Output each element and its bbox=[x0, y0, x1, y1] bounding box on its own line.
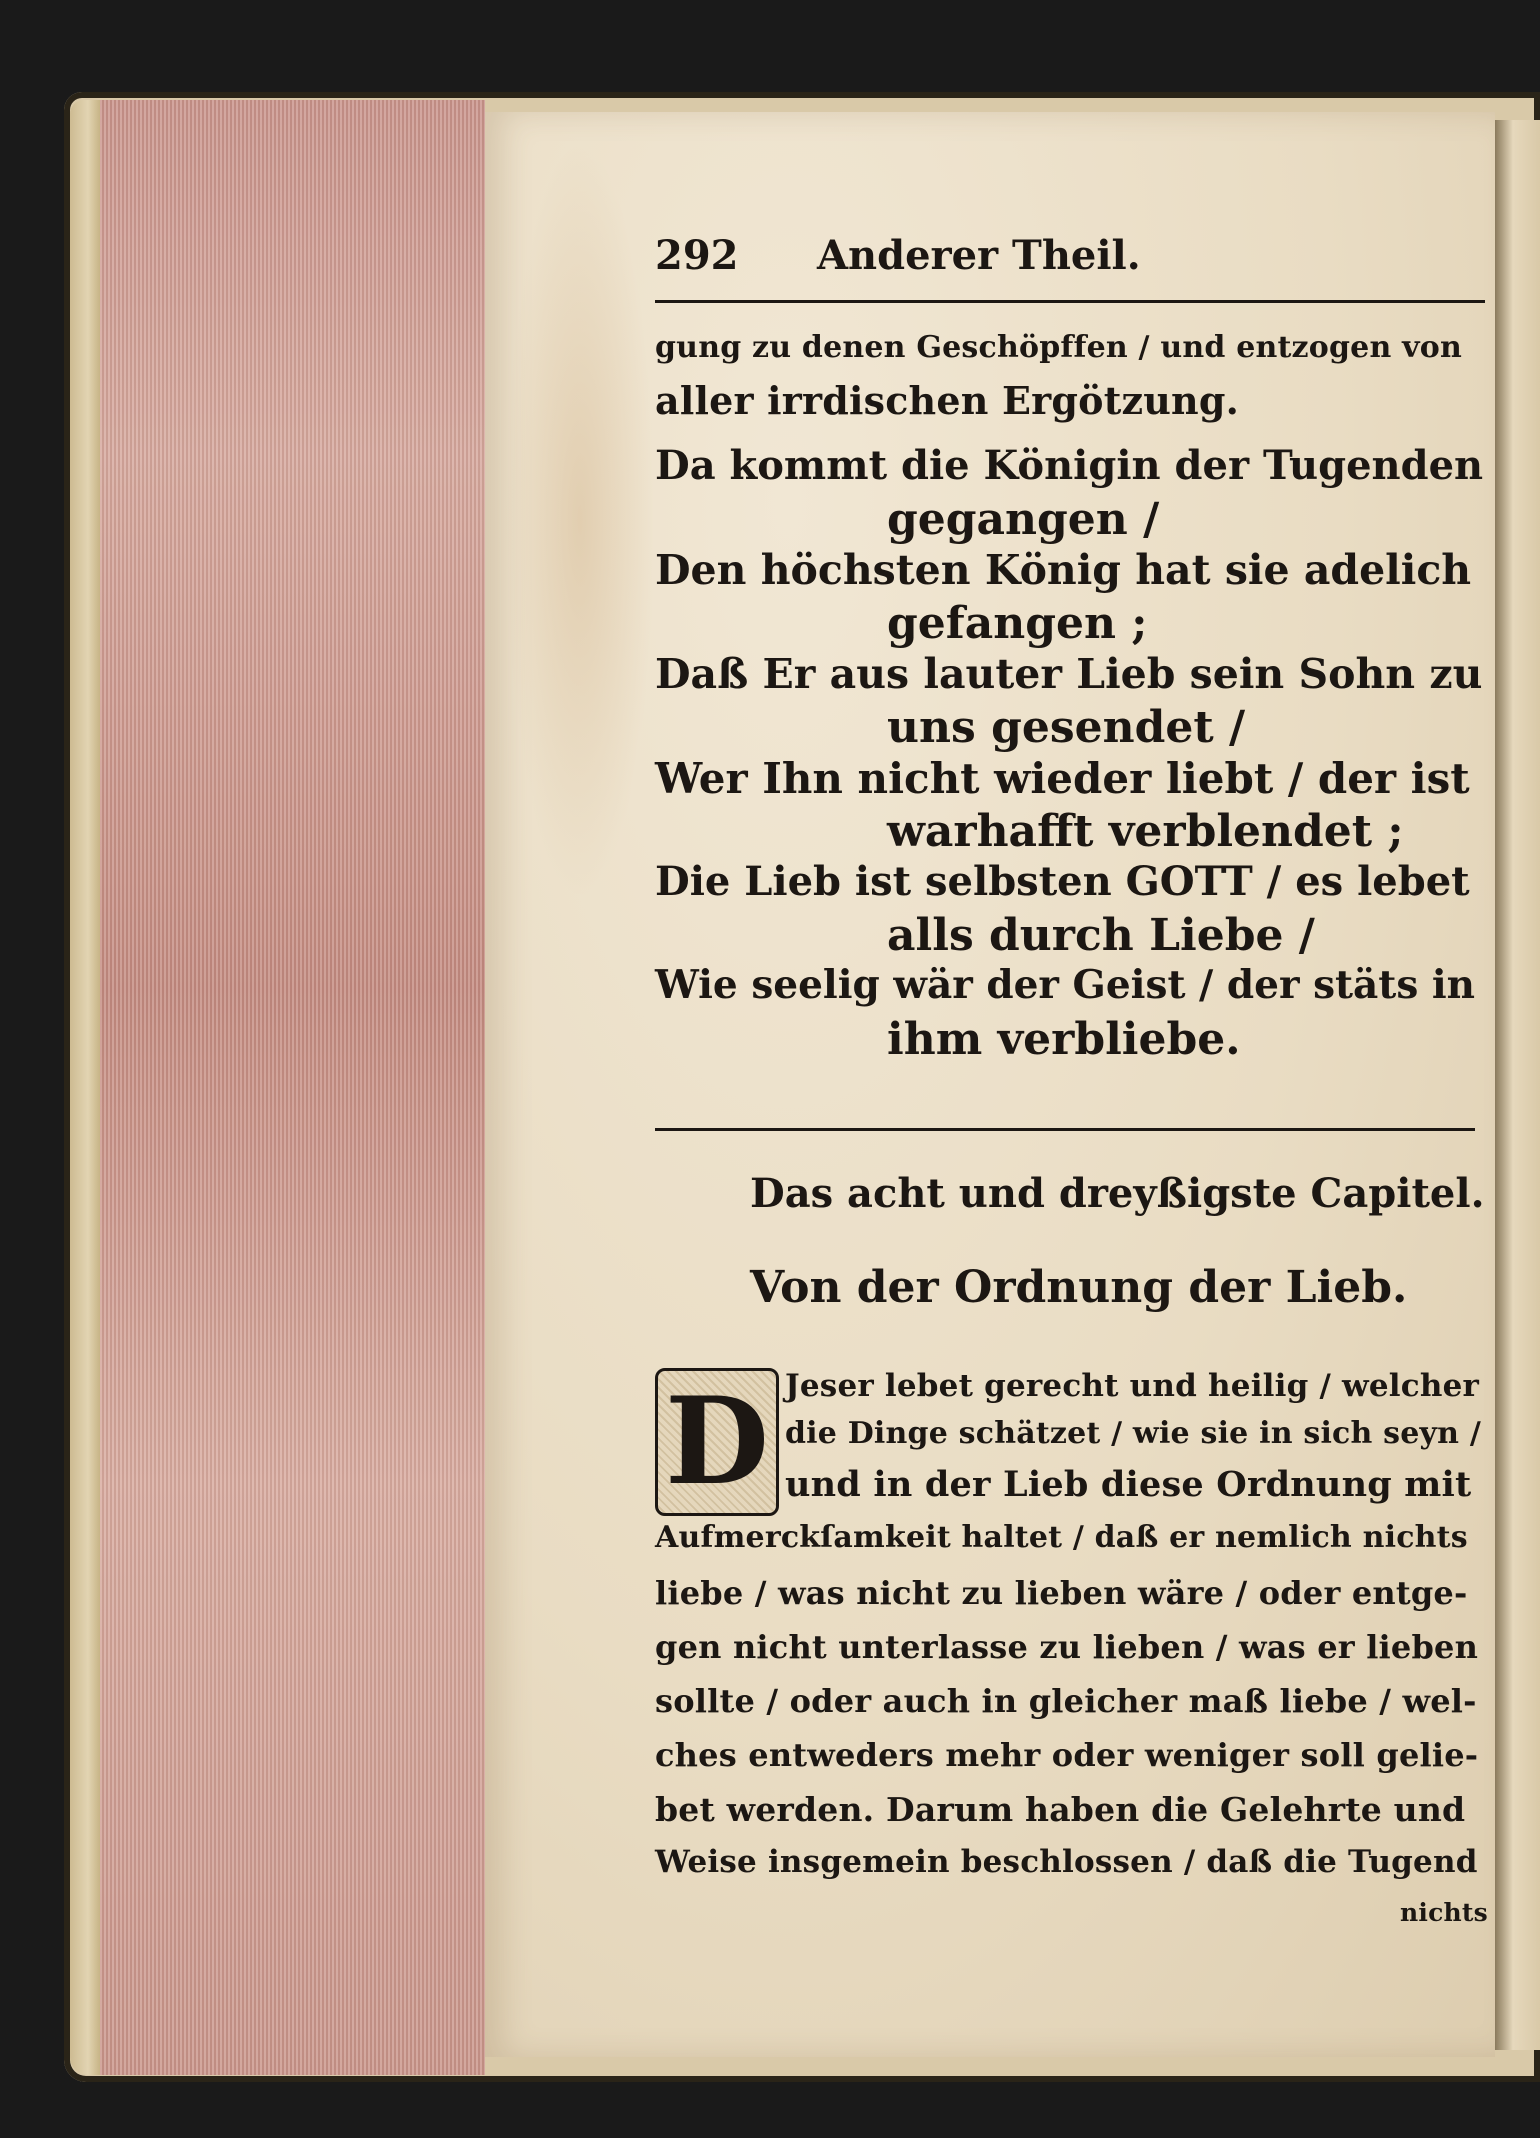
verse-line: ihm verbliebe. bbox=[887, 1014, 1241, 1065]
verse-line: uns gesendet / bbox=[887, 702, 1246, 753]
decorated-initial: D bbox=[655, 1368, 779, 1516]
chapter-title: Das acht und dreyßigste Capitel. bbox=[750, 1170, 1485, 1217]
body-line: sollte / oder auch in gleicher maß liebe / wel- bbox=[655, 1682, 1477, 1720]
body-line: gen nicht unterlasse zu lieben / was er lieben bbox=[655, 1628, 1479, 1666]
verse-line: Daß Er aus lauter Lieb sein Sohn zu bbox=[655, 650, 1483, 698]
body-line: Weise insgemein beschlossen / daß die Tugend bbox=[655, 1844, 1478, 1880]
intro-line: aller irrdischen Ergötzung. bbox=[655, 378, 1240, 423]
header-rule bbox=[655, 300, 1485, 303]
running-head: Anderer Theil. bbox=[817, 232, 1141, 279]
body-line: bet werden. Darum haben die Gelehrte und bbox=[655, 1790, 1466, 1829]
verse-line: gefangen ; bbox=[887, 598, 1148, 649]
body-line: und in der Lieb diese Ordnung mit bbox=[785, 1464, 1472, 1505]
body-line: Aufmerckſamkeit haltet / daß er nemlich nichts bbox=[655, 1520, 1468, 1555]
page-number: 292 bbox=[655, 232, 739, 279]
body-line: ches entweders mehr oder weniger soll gelie- bbox=[655, 1736, 1479, 1774]
page-stain bbox=[505, 140, 655, 900]
chapter-subtitle: Von der Ordnung der Lieb. bbox=[750, 1262, 1408, 1313]
page-edges bbox=[100, 100, 485, 2075]
book-spine-edge bbox=[70, 100, 100, 2075]
verse-line: gegangen / bbox=[887, 494, 1160, 545]
section-rule bbox=[655, 1128, 1475, 1131]
body-line: die Dinge schätzet / wie sie in sich seyn / bbox=[785, 1416, 1481, 1451]
verse-line: warhafft verblendet ; bbox=[887, 806, 1404, 857]
verse-line: Die Lieb ist selbsten GOTT / es lebet bbox=[655, 858, 1470, 905]
facing-page-edge bbox=[1495, 120, 1540, 2050]
body-line: liebe / was nicht zu lieben wäre / oder entge- bbox=[655, 1574, 1468, 1612]
verse-line: Wie seelig wär der Geist / der stäts in bbox=[655, 962, 1476, 1008]
verse-line: alls durch Liebe / bbox=[887, 910, 1315, 961]
body-line: Jeser lebet gerecht und heilig / welcher bbox=[785, 1368, 1480, 1404]
verse-line: Da kommt die Königin der Tugenden bbox=[655, 442, 1484, 489]
verse-line: Den höchsten König hat sie adelich bbox=[655, 546, 1472, 594]
verse-line: Wer Ihn nicht wieder liebt / der ist bbox=[655, 754, 1470, 803]
intro-line: gung zu denen Geschöpffen / und entzogen von bbox=[655, 330, 1462, 365]
catchword: nichts bbox=[1400, 1898, 1488, 1927]
